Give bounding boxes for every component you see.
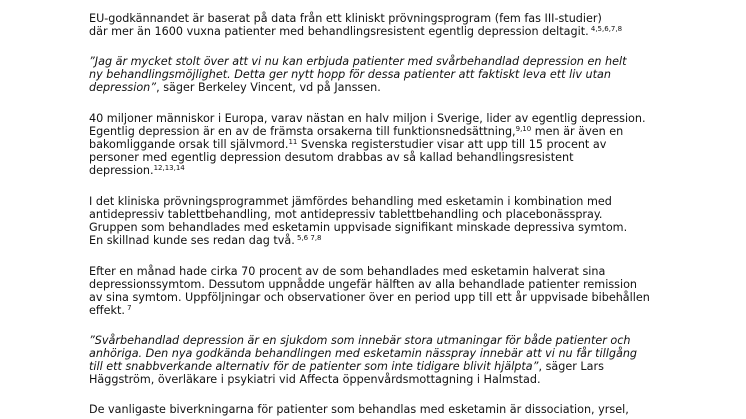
reference-superscript: 9,10 [515, 125, 532, 133]
text-line: depressionssymtom. Dessutom uppnådde ungefär hälften av alla behandlade patienter remission [89, 278, 638, 291]
quote-lars-haggstrom [89, 334, 729, 386]
paragraph-side-effects [89, 403, 729, 416]
paragraph-one-month-results [89, 265, 729, 317]
reference-superscript: 4,5,6,7,8 [588, 25, 623, 33]
text-line: till ett snabbverkande alternativ för de patienter som inte tidigare blivit hjälpta”, säger Lars [89, 360, 604, 373]
text-line: EU-godkännandet är baserat på data från ett kliniskt prövningsprogram (fem fas III-studier) [89, 12, 602, 25]
paragraph-eu-approval [89, 12, 729, 38]
paragraph-clinical-program [89, 195, 729, 247]
text-line: 40 miljoner människor i Europa, varav nästan en halv miljon i Sverige, lider av egentlig depression. [89, 112, 646, 125]
quote-berkeley-vincent [89, 55, 729, 94]
reference-superscript: 5,6 7,8 [294, 234, 322, 242]
text-line: Efter en månad hade cirka 70 procent av de som behandlades med esketamin halverat sina [89, 265, 606, 278]
text-line: ”Jag är mycket stolt över att vi nu kan erbjuda patienter med svårbehandlad depression en helt [89, 55, 627, 68]
text-line: ”Svårbehandlad depression är en sjukdom som innebär stora utmaningar för både patienter och [89, 334, 631, 347]
text-line: av sina symtom. Uppföljningar och observationer över en period upp till ett år uppvisade bibehållen [89, 291, 650, 304]
text-line: där mer än 1600 vuxna patienter med behandlingsresistent egentlig depression deltagit. $^{4,5,6,7,8}$ [89, 25, 623, 38]
quote-attribution: , säger Lars [538, 360, 604, 373]
text-line: bakomliggande orsak till självmord.$^{11}$ Svenska registerstudier visar att upp till 15 procent av [89, 138, 607, 151]
reference-superscript: 11 [288, 138, 298, 146]
text-line: antidepressiv tablettbehandling, mot antidepressiv tablettbehandling och placebonässpray. [89, 208, 603, 221]
text-line: De vanligaste biverkningarna för patienter som behandlas med esketamin är dissociation, yrsel, [89, 403, 629, 416]
text-line: En skillnad kunde ses redan dag två. $^{5,6 7,8}$ [89, 234, 322, 247]
text-line: depression”, säger Berkeley Vincent, vd på Janssen. [89, 81, 381, 94]
paragraph-depression-statistics [89, 112, 729, 177]
reference-superscript: 7 [124, 304, 132, 312]
reference-superscript: 12,13,14 [153, 164, 185, 172]
quote-attribution: , säger Berkeley Vincent, vd på Janssen. [156, 81, 381, 94]
text-line: personer med egentlig depression desutom drabbas av så kallad behandlingsresistent [89, 151, 574, 164]
text-line: ny behandlingsmöjlighet. Detta ger nytt hopp för dessa patienter att faktiskt leva ett liv utan [89, 68, 611, 81]
text-line: Gruppen som behandlades med esketamin uppvisade signifikant minskade depressiva symtom. [89, 221, 628, 234]
text-line: Egentlig depression är en av de främsta orsakerna till funktionsnedsättning,$^{9,10}$ men är även en [89, 125, 624, 138]
text-line: Häggström, överläkare i psykiatri vid Affecta öppenvårdsmottagning i Halmstad. [89, 373, 541, 386]
text-line: anhöriga. Den nya godkända behandlingen med esketamin nässpray innebär att vi nu får tillgång [89, 347, 638, 360]
text-line: I det kliniska prövningsprogrammet jämfördes behandling med esketamin i kombination med [89, 195, 612, 208]
text-line: effekt. $^7$ [89, 304, 132, 317]
text-line: depression.$^{12,13,14}$ [89, 164, 185, 177]
